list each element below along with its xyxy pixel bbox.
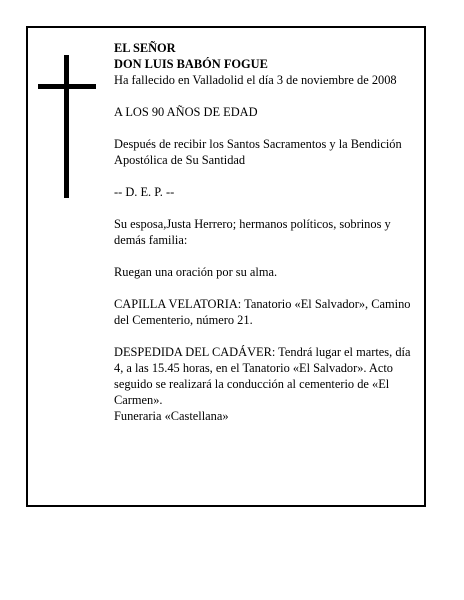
obituary-text — [114, 40, 414, 424]
funeral-home-line: Funeraria «Castellana» — [114, 409, 229, 423]
farewell-line: DESPEDIDA DEL CADÁVER: Tendrá lugar el martes, día 4, a las 15.45 horas, en el Tanatorio «El Salvador». Acto seguido se realizará la conducción al cementerio de «El Carmen». — [114, 345, 411, 407]
title-line-1: EL SEÑOR — [114, 41, 176, 55]
age-line: A LOS 90 AÑOS DE EDAD — [114, 105, 258, 119]
chapel-line: CAPILLA VELATORIA: Tanatorio «El Salvador», Camino del Cementerio, número 21. — [114, 297, 411, 327]
deceased-name: DON LUIS BABÓN FOGUE — [114, 57, 268, 71]
cross-icon — [64, 55, 69, 198]
cross-icon-arm — [38, 84, 96, 89]
prayer-line: Ruegan una oración por su alma. — [114, 265, 278, 279]
death-notice: Ha fallecido en Valladolid el día 3 de noviembre de 2008 — [114, 73, 397, 87]
sacraments-line: Después de recibir los Santos Sacramentos y la Bendición Apostólica de Su Santidad — [114, 137, 402, 167]
family-line: Su esposa,Justa Herrero; hermanos políticos, sobrinos y demás familia: — [114, 217, 391, 247]
rip-line: -- D. E. P. -- — [114, 185, 175, 199]
